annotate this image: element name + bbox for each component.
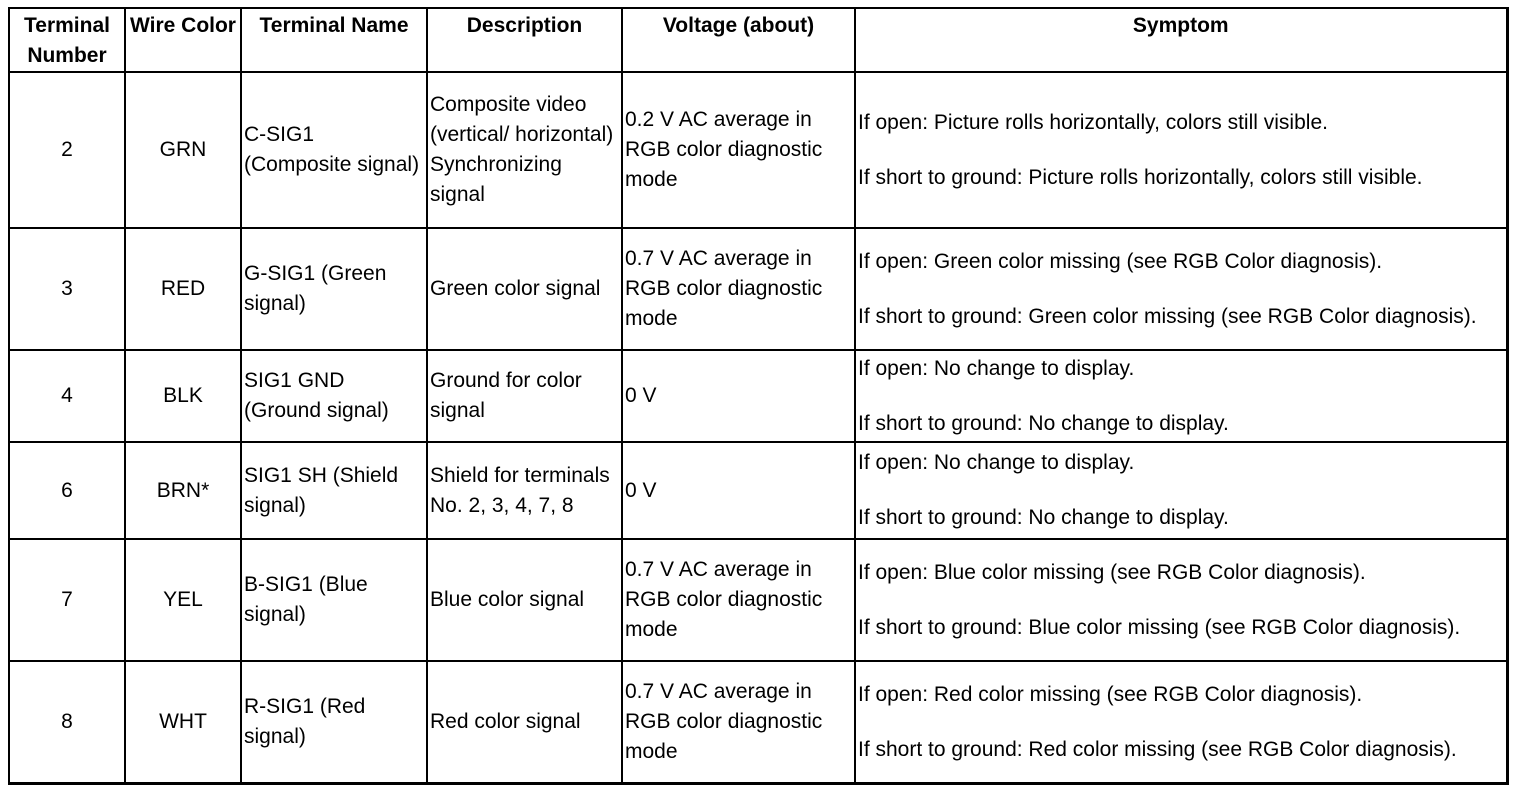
header-wire-color: Wire Color <box>125 8 241 72</box>
wire-color-cell: GRN <box>125 72 241 228</box>
wire-color-cell: YEL <box>125 539 241 661</box>
voltage-cell: 0 V <box>622 350 855 442</box>
terminal-name-cell: SIG1 SH (Shield signal) <box>241 442 427 539</box>
symptom-cell <box>855 228 1507 350</box>
symptom-short-text: If short to ground: No change to display. <box>858 506 1229 529</box>
terminal-name-cell: G-SIG1 (Green signal) <box>241 228 427 350</box>
symptom-short-text: If short to ground: Red color missing (see RGB Color diagnosis). <box>858 737 1457 761</box>
terminal-name-cell: C-SIG1 (Composite signal) <box>241 72 427 228</box>
terminal-name-cell: B-SIG1 (Blue signal) <box>241 539 427 661</box>
header-voltage: Voltage (about) <box>622 8 855 72</box>
terminal-number-cell: 7 <box>9 539 125 661</box>
symptom-short-text: If short to ground: Blue color missing (see RGB Color diagnosis). <box>858 615 1461 639</box>
symptom-open-text: If open: Blue color missing (see RGB Color diagnosis). <box>858 560 1366 584</box>
description-cell: Ground for color signal <box>427 350 622 442</box>
table-row <box>9 661 1507 784</box>
symptom-cell <box>855 350 1507 442</box>
symptom-short-text: If short to ground: No change to display. <box>858 411 1229 435</box>
voltage-cell: 0 V <box>622 442 855 539</box>
wire-color-cell: BLK <box>125 350 241 442</box>
symptom-open-text: If open: Green color missing (see RGB Color diagnosis). <box>858 249 1383 273</box>
symptom-cell <box>855 442 1507 539</box>
description-cell: Shield for terminals No. 2, 3, 4, 7, 8 <box>427 442 622 539</box>
table-row <box>9 72 1507 228</box>
terminal-number-cell: 6 <box>9 442 125 539</box>
symptom-open-text: If open: Picture rolls horizontally, colors still visible. <box>858 110 1328 134</box>
terminal-spec-table <box>8 7 1509 785</box>
symptom-short-text: If short to ground: Picture rolls horizontally, colors still visible. <box>858 165 1423 189</box>
table-row <box>9 442 1507 539</box>
voltage-cell: 0.7 V AC average in RGB color diagnostic mode <box>622 228 855 350</box>
wire-color-cell: RED <box>125 228 241 350</box>
terminal-number-cell: 2 <box>9 72 125 228</box>
header-terminal-number: Terminal Number <box>9 8 125 72</box>
description-cell: Composite video (vertical/ horizontal) Synchronizing signal <box>427 72 622 228</box>
header-row <box>9 8 1507 72</box>
symptom-open-text: If open: Red color missing (see RGB Color diagnosis). <box>858 682 1363 706</box>
symptom-cell <box>855 661 1507 784</box>
symptom-cell <box>855 539 1507 661</box>
table-row <box>9 539 1507 661</box>
terminal-name-cell: R-SIG1 (Red signal) <box>241 661 427 784</box>
description-cell: Red color signal <box>427 661 622 784</box>
terminal-name-cell: SIG1 GND (Ground signal) <box>241 350 427 442</box>
header-symptom: Symptom <box>855 8 1507 72</box>
table-row <box>9 228 1507 350</box>
terminal-number-cell: 8 <box>9 661 125 784</box>
description-cell: Blue color signal <box>427 539 622 661</box>
symptom-cell <box>855 72 1507 228</box>
wire-color-cell: BRN* <box>125 442 241 539</box>
header-terminal-name: Terminal Name <box>241 8 427 72</box>
terminal-number-cell: 3 <box>9 228 125 350</box>
symptom-open-text: If open: No change to display. <box>858 451 1135 474</box>
voltage-cell: 0.2 V AC average in RGB color diagnostic mode <box>622 72 855 228</box>
wire-color-cell: WHT <box>125 661 241 784</box>
symptom-short-text: If short to ground: Green color missing (see RGB Color diagnosis). <box>858 304 1477 328</box>
voltage-cell: 0.7 V AC average in RGB color diagnostic mode <box>622 661 855 784</box>
terminal-number-cell: 4 <box>9 350 125 442</box>
header-description: Description <box>427 8 622 72</box>
symptom-open-text: If open: No change to display. <box>858 356 1135 380</box>
voltage-cell: 0.7 V AC average in RGB color diagnostic mode <box>622 539 855 661</box>
table-row <box>9 350 1507 442</box>
description-cell: Green color signal <box>427 228 622 350</box>
